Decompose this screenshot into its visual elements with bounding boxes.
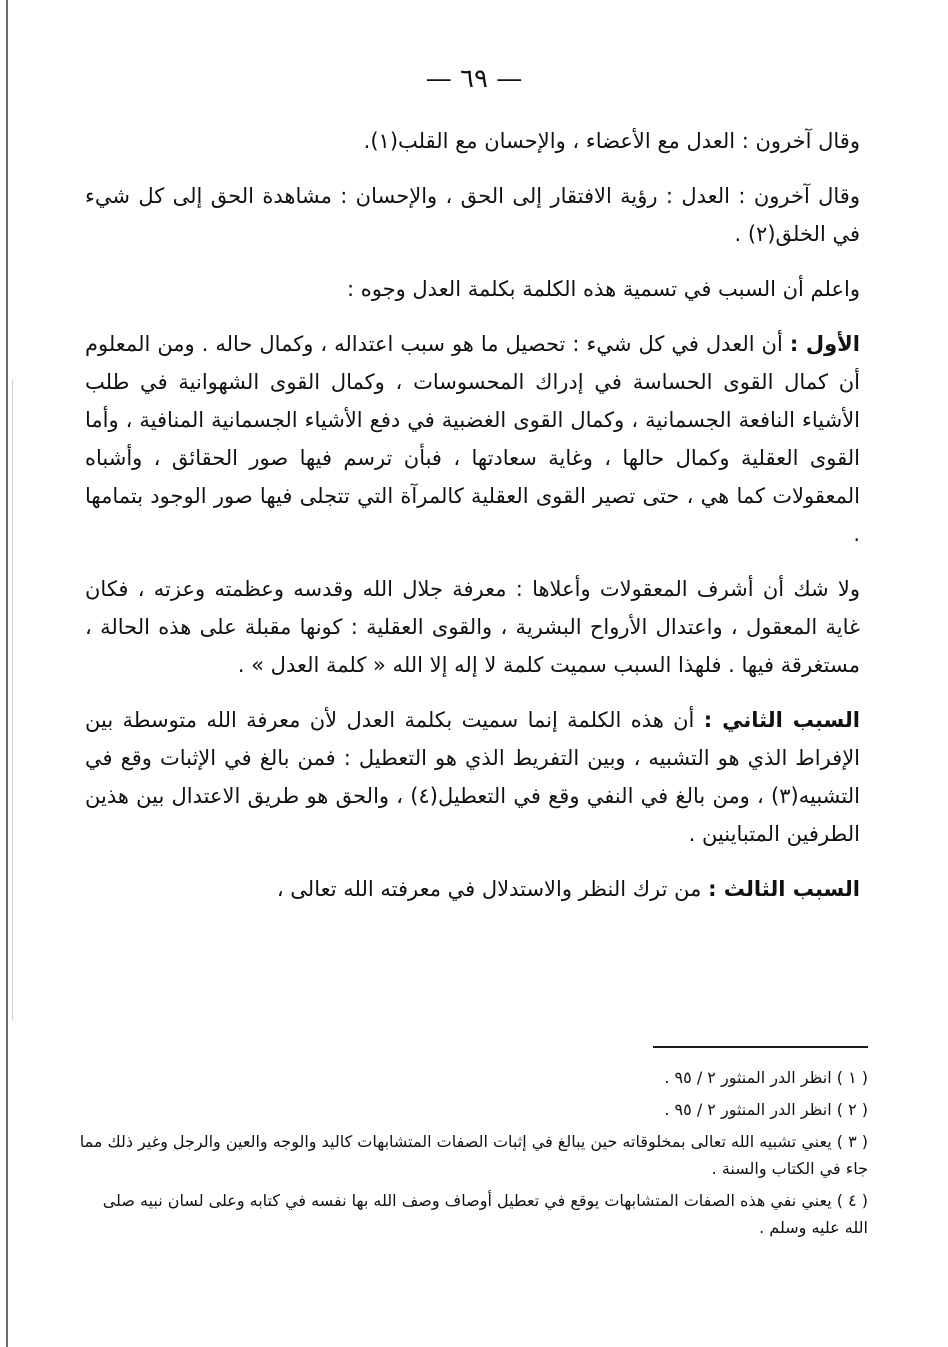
second-reason-text: أن هذه الكلمة إنما سميت بكلمة العدل لأن معرفة الله متوسطة بين الإفراط الذي هو التشبيه ، وبين التفريط الذي هو التعطيل : فمن بالغ في الإثبات وقع في التشبيه(٣) ، ومن بالغ في النفي وقع في التعطيل(٤) ، والحق هو طريق الاعتدال بين هذين الطرفين المتباينين . xyxy=(85,708,860,846)
footnote-3: ( ٣ ) يعني تشبيه الله تعالى بمخلوقاته حين يبالغ في إثبات الصفات المتشابهات كاليد والوجه والعين والرجل وغير ذلك مما جاء في الكتاب والسنة . xyxy=(79,1132,868,1178)
paragraph-first-reason xyxy=(85,325,860,553)
main-body xyxy=(85,122,860,908)
paragraph-reasons-intro: واعلم أن السبب في تسمية هذه الكلمة بكلمة العدل وجوه : xyxy=(347,277,860,301)
first-reason-text: أن العدل في كل شيء : تحصيل ما هو سبب اعتداله ، وكمال حاله . ومن المعلوم أن كمال القوى الحساسة في إدراك المحسوسات ، وكمال القوى الشهوانية في طلب الأشياء النافعة الجسمانية ، وكمال القوى الغضبية في دفع الأشياء الجسمانية المنافية ، وأما القوى العقلية وكمال حالها ، وغاية سعادتها ، فبأن ترسم فيها صور الحقائق ، وأشباه المعقولات كما هي ، حتى تصير القوى العقلية كالمرآة التي تتجلى فيها صور الوجود بتمامها . xyxy=(85,332,860,546)
footnote-2: ( ٢ ) انظر الدر المنثور ٢ / ٩٥ . xyxy=(664,1100,868,1119)
paragraph-noblest-intelligibles: ولا شك أن أشرف المعقولات وأعلاها : معرفة جلال الله وقدسه وعظمته وعزته ، فكان غاية المعقول ، واعتدال الأرواح البشرية ، والقوى العقلية : كونها مقبلة على هذه الحالة ، مستغرقة فيها . فلهذا السبب سميت كلمة لا إله إلا الله « كلمة العدل » . xyxy=(85,577,860,677)
second-reason-heading: السبب الثاني : xyxy=(703,708,861,732)
paragraph-justice-need: وقال آخرون : العدل : رؤية الافتقار إلى الحق ، والإحسان : مشاهدة الحق إلى كل شيء في الخلق(٢) . xyxy=(85,184,860,246)
footnotes xyxy=(78,1064,868,1246)
footnote-1: ( ١ ) انظر الدر المنثور ٢ / ٩٥ . xyxy=(664,1068,868,1087)
footnote-4: ( ٤ ) يعني نفي هذه الصفات المتشابهات يوقع في تعطيل أوصاف وصف الله بها نفسه في كتابه وعلى لسان نبيه صلى الله عليه وسلم . xyxy=(102,1191,868,1237)
paragraph-justice-organs: وقال آخرون : العدل مع الأعضاء ، والإحسان مع القلب(١). xyxy=(363,129,860,153)
page-edge-shadow xyxy=(12,380,13,1020)
footnote-separator xyxy=(653,1046,868,1048)
paragraph-second-reason xyxy=(85,701,860,853)
page-edge-line xyxy=(6,0,8,1347)
third-reason-heading: السبب الثالث : xyxy=(708,877,860,901)
paragraph-third-reason xyxy=(85,870,860,908)
page-number: — ٦٩ — xyxy=(425,64,523,94)
first-reason-heading: الأول : xyxy=(789,332,860,356)
third-reason-text: من ترك النظر والاستدلال في معرفته الله تعالى ، xyxy=(276,877,709,901)
